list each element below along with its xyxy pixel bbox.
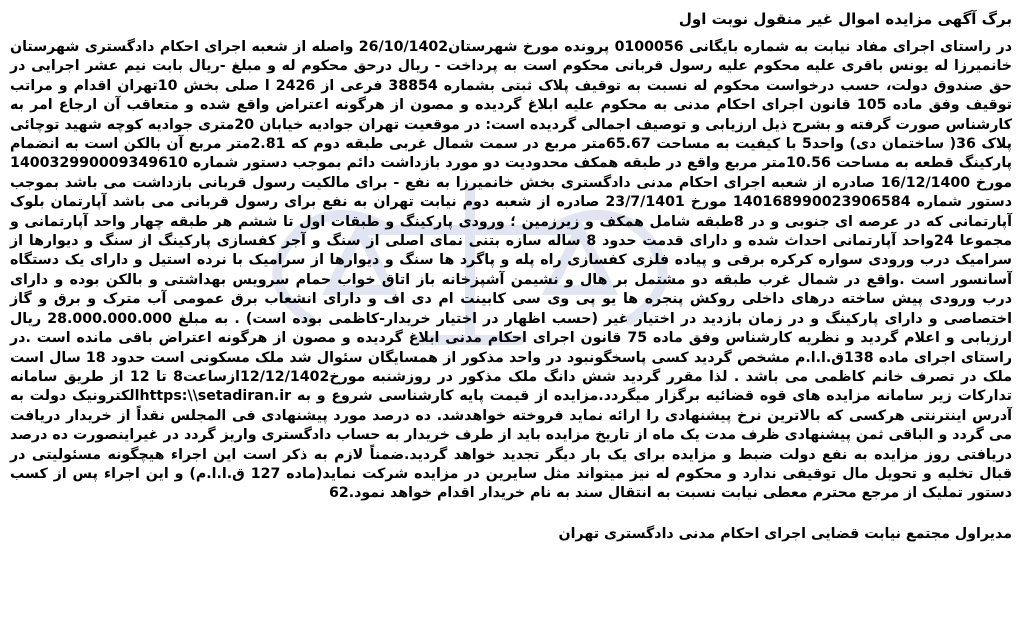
notice-body: در راستای اجرای مفاد نیابت به شماره بایگانی 0100056 پرونده مورخ شهرستان26/10/1402 واصله از شعبه اجرای احکام دادگستری شهرستان خانمیرزا له یونس باقری علیه محکوم علیه رسول قربانی محکوم است به پرداخت - ریال درحق محکوم له و مبلغ -ریال بابت نیم عشر اجرایی در حق صندوق دولت، حسب درخواست محکوم له نسبت به توقیف پلاک ثبتی بشماره 38854 فرعی از 2426 ا صلی بخش 10تهران اقدام و مراتب توقیف وفق ماده 105 قانون اجرای احکام مدنی به محکوم علیه ابلاغ گردیده و مصون از هرگونه اعتراض واقع شده و متعاقب آن ارجاع امر به کارشناس صورت گرفته و بشرح ذیل ارزیابی و توصیف اجمالی گردیده است: در موقعیت تهران جوادیه خیابان 20متری جوادیه کوچه شهید توچائی پلاک 36( ساختمان دی) واحد5 با کیفیت به مساحت 65.67متر مربع در سمت شمال غربی طبقه دوم که 2.81متر مربع آن بالکن است به انضمام پارکینگ قطعه به مساحت 10.56متر مربع واقع در طبقه همکف محدودیت دو مورد بازداشت دائم بموجب دستور شماره 140032990009349610 مورخ 16/12/1400 صادره از شعبه اجرای احکام مدنی دادگستری بخش خانمیرزا به نفع - برای مالکیت رسول قربانی بازداشت می باشد بموجب دستور شماره 140168990023906584 مورخ 23/7/1401 صادره از شعبه دوم نیابت تهران به نفع برای رسول قربانی می باشد آپارتمان بلوک آپارتمانی که در عرصه ای جنوبی و در 8طبقه شامل همکف و زیرزمین ؛ ورودی پارکینگ و طبقات اول تا ششم هر طبقه چهار واحد آپارتمانی و مجموعا 24واحد آپارتمانی احداث شده و دارای قدمت حدود 8 ساله سازه بتنی نمای اصلی از سنگ و آجر کفسازی پارکینگ از سنگ و دیوارها از سرامیک درب ورودی سواره کرکره برقی و پیاده فلزی کفسازی راه پله و پاگرد ها سنگ و دیوارها از سرامیک با نرده استیل و دارای یک دستگاه آسانسور است .واقع در شمال غرب طبقه دو مشتمل بر هال و نشیمن آشپزخانه باز اتاق خواب حمام سرویس بهداشتی و بالکن بوده و دارای درب ورودی پیش ساخته درهای داخلی روکش پنجره ها یو پی وی سی کابینت ام دی اف و دارای انشعاب برق عمومی آب مترک و برق و گاز اختصاصی و دارای پارکینگ و در زمان بازدید در اختیار غیر (حسب اظهار در اختیار خریدار-کاظمی بوده است) . به مبلغ 28.000.000.000 ریال ارزیابی و اعلام گردید و نظریه کارشناس وفق ماده 75 قانون اجرای احکام مدنی ابلاغ گردیده و مصون از هرگونه اعتراض باقی مانده است .در راستای اجرای ماده 138ق.ا.ا.م مشخص گردید کسی پاسخگونبود در واحد مذکور از همسایگان سئوال شد ملک مسکونی است حدود 18 سال است ملک در تصرف خانم کاظمی می باشد . لذا مقرر گردید شش دانگ ملک مذکور در روزشنبه مورخ12/12/1402ازساعت8 تا 12 از طریق سامانه تدارکات زیر سامانه مزایده های قوه قضائیه برگزار میگردد.مزایده از قیمت پایه کارشناسی شروع و به https:\\setadiran.irالکترونیک دولت به آدرس اینترنتی هرکسی که بالاترین نرخ پیشنهادی را ارائه نماید فروخته خواهدشد. ده درصد مورد پیشنهادی فی المجلس نقداً از خریدار دریافت می گردد و الباقی ثمن پیشنهادی ظرف مدت یک ماه از تاریخ مزایده باید از طرف خریدار به حساب دادگستری واریز گردد در غیراینصورت ده درصد دریافتی روز مزایده به نفع دولت ضبط و مزایده برای یک بار دیگر تجدید خواهد گردید.ضمناً لازم به ذکر است این اجراء هیچگونه مسئولیتی در قبال تخلیه و تحویل مال توقیفی ندارد و محکوم له نیز میتواند مثل سایرین در مزایده شرکت نماید(ماده 127 ق.ا.ا.م) و این اجراء پس از کسب دستور تملیک از مرجع محترم معطی نیابت نسبت به انتقال سند به نام خریدار اقدام خواهد نمود.62 [10, 39, 1013, 502]
notice-title: برگ آگهی مزایده اموال غیر منقول نوبت اول [678, 10, 1012, 28]
notice-signature: مدیراول مجتمع نیابت قضایی اجرای احکام مدنی دادگستری تهران [558, 525, 1012, 542]
